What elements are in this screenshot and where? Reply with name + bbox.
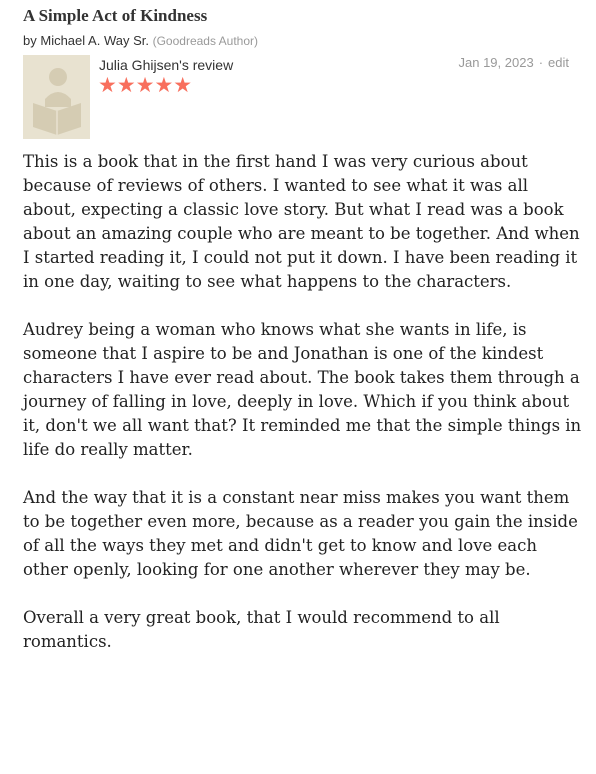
meta-separator: ·: [538, 55, 544, 70]
review-paragraph: Overall a very great book, that I would recommend to all romantics.: [23, 608, 500, 651]
reviewer-avatar[interactable]: [23, 55, 90, 139]
review-paragraph: Audrey being a woman who knows what she wants in life, is someone that I aspire to be and Jonathan is one of the kindest characters I have ever read about. The book takes them through a journey of falling in love, deeply in love. Which if you think about it, don't we all want that? It reminded me that the simple things in life do really matter.: [23, 320, 582, 459]
author-link[interactable]: Michael A. Way Sr.: [40, 33, 149, 48]
review-date[interactable]: Jan 19, 2023: [458, 55, 534, 70]
review-meta: [459, 55, 570, 70]
reader-placeholder-icon: [23, 55, 90, 139]
book-title[interactable]: A Simple Act of Kindness: [23, 6, 208, 25]
author-badge: (Goodreads Author): [152, 34, 258, 48]
by-prefix: by: [23, 33, 37, 48]
review-body: [23, 150, 583, 678]
reviewer-suffix: 's review: [179, 57, 234, 73]
star-rating: ★★★★★: [98, 74, 193, 97]
review-paragraph: This is a book that in the first hand I was very curious about because of reviews of others. I wanted to see what it was all about, expecting a classic love story. But what I read was a book about an amazing couple who are meant to be together. And when I started reading it, I could not put it down. I have been reading it in one day, waiting to see what happens to the characters.: [23, 152, 580, 291]
reviewer-name-link[interactable]: Julia Ghijsen: [99, 57, 180, 73]
reviewer-line: [99, 57, 233, 73]
review-paragraph: And the way that it is a constant near miss makes you want them to be together even more, because as a reader you gain the inside of all the ways they met and didn't get to know and love each other openly, looking for one another wherever they may be.: [23, 488, 578, 579]
edit-link[interactable]: edit: [548, 55, 569, 70]
byline: [23, 33, 258, 48]
